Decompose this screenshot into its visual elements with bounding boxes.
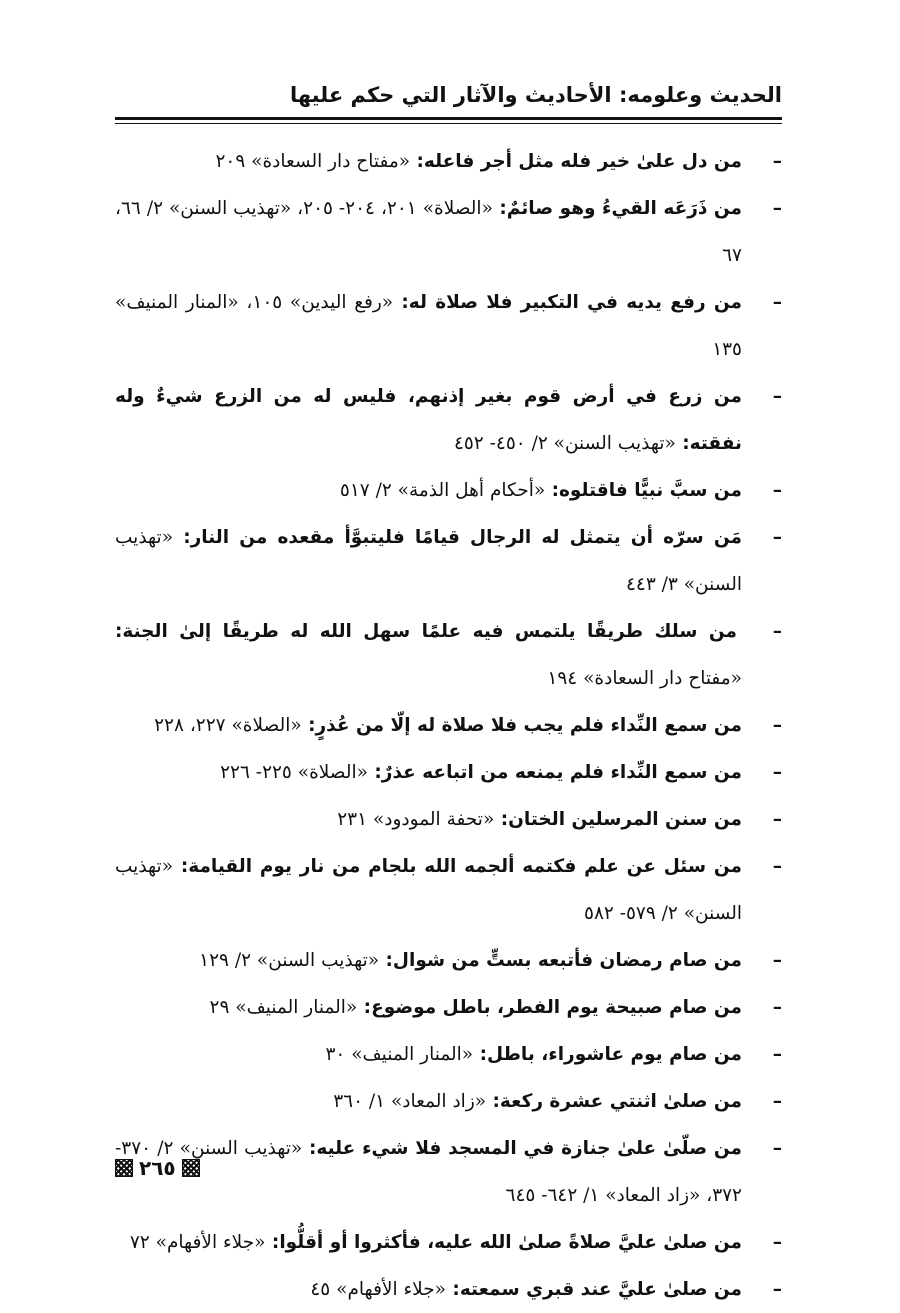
source-reference: «جلاء الأفهام» ٧٢ [129, 1232, 266, 1253]
list-item [115, 749, 782, 796]
source-reference: «تهذيب السنن» ٢/ ٣٧٠- ٣٧٢، «زاد المعاد» ١/ ٦٤٢- ٦٤٥ [115, 1138, 742, 1206]
list-item [115, 514, 782, 608]
hadith-text: من رفع يديه في التكبير فلا صلاة له: [393, 292, 742, 313]
list-item [115, 1031, 782, 1078]
dash-bullet-icon: – [772, 1044, 782, 1065]
dash-bullet-icon: – [772, 762, 782, 783]
source-reference: «تحفة المودود» ٢٣١ [337, 809, 495, 830]
dash-bullet-icon: – [772, 480, 782, 501]
source-reference: «مفتاح دار السعادة» ١٩٤ [547, 668, 742, 689]
source-reference: «الصلاة» ٢٢٥- ٢٢٦ [220, 762, 368, 783]
dash-bullet-icon: – [772, 1279, 782, 1300]
list-item [115, 843, 782, 937]
header-rule-thick [115, 117, 782, 120]
dash-bullet-icon: – [772, 1138, 782, 1159]
dash-bullet-icon: – [772, 198, 782, 219]
source-reference: «أحكام أهل الذمة» ٢/ ٥١٧ [339, 480, 546, 501]
source-reference: «رفع اليدين» ١٠٥، «المنار المنيف» ١٣٥ [115, 292, 742, 360]
hadith-text: من صلىٰ عليَّ صلاةً صلىٰ الله عليه، فأكثروا أو أقلُّوا: [265, 1232, 742, 1253]
dash-bullet-icon: – [772, 997, 782, 1018]
list-item [115, 138, 782, 185]
source-reference: «تهذيب السنن» ٢/ ١٢٩ [199, 950, 380, 971]
dash-bullet-icon: – [772, 1091, 782, 1112]
list-item [115, 796, 782, 843]
source-reference: «الصلاة» ٢٢٧، ٢٢٨ [154, 715, 302, 736]
hadith-text: من سلك طريقًا يلتمس فيه علمًا سهل الله له طريقًا إلىٰ الجنة: [115, 621, 738, 642]
source-reference: «مفتاح دار السعادة» ٢٠٩ [215, 151, 411, 172]
hadith-text: من سنن المرسلين الختان: [494, 809, 742, 830]
running-header [115, 78, 782, 112]
source-reference: «تهذيب السنن» ٢/ ٤٥٠- ٤٥٢ [453, 433, 676, 454]
list-item [115, 984, 782, 1031]
dash-bullet-icon: – [772, 621, 782, 642]
list-item [115, 279, 782, 373]
hadith-text: من زرع في أرض قوم بغير إذنهم، فليس له من الزرع شيءٌ وله نفقته: [115, 386, 742, 454]
hadith-text: من صام يوم عاشوراء، باطل: [473, 1044, 742, 1065]
hadith-text: من ذَرَعَه القيءُ وهو صائمٌ: [492, 198, 742, 219]
list-item [115, 467, 782, 514]
source-reference: «المنار المنيف» ٣٠ [325, 1044, 474, 1065]
hadith-text: من دل علىٰ خير فله مثل أجر فاعله: [410, 151, 742, 172]
hadith-text: من صام رمضان فأتبعه بستٍّ من شوال: [379, 950, 742, 971]
list-item [115, 608, 782, 702]
hadith-text: من صلىٰ اثنتي عشرة ركعة: [486, 1091, 742, 1112]
dash-bullet-icon: – [772, 386, 782, 407]
hadith-text: من سمع النِّداء فلم يمنعه من اتباعه عذرٌ: [367, 762, 742, 783]
source-reference: «جلاء الأفهام» ٤٥ [310, 1279, 446, 1300]
dash-bullet-icon: – [772, 1232, 782, 1253]
hadith-text: من سئل عن علم فكتمه ألجمه الله بلجام من نار يوم القيامة: [173, 856, 742, 877]
source-reference: «تهذيب السنن» ٣/ ٤٤٣ [115, 527, 742, 595]
dash-bullet-icon: – [772, 809, 782, 830]
hadith-text: من سبَّ نبيًّا فاقتلوه: [545, 480, 742, 501]
list-item [115, 373, 782, 467]
dash-bullet-icon: – [772, 856, 782, 877]
dash-bullet-icon: – [772, 715, 782, 736]
list-item [115, 937, 782, 984]
list-item [115, 1266, 782, 1313]
header-rule-thin [115, 123, 782, 124]
dash-bullet-icon: – [772, 950, 782, 971]
ornament-square-icon [182, 1159, 200, 1177]
source-reference: «المنار المنيف» ٢٩ [209, 997, 358, 1018]
page-number: ٢٦٥ [139, 1156, 176, 1180]
hadith-text: من صام صبيحة يوم الفطر، باطل موضوع: [357, 997, 742, 1018]
ornament-square-icon [115, 1159, 133, 1177]
list-item [115, 1125, 782, 1219]
list-item [115, 1078, 782, 1125]
hadith-text: من صلىٰ عليَّ عند قبري سمعته: [445, 1279, 742, 1300]
dash-bullet-icon: – [772, 151, 782, 172]
header-title: الحديث وعلومه: الأحاديث والآثار التي حكم عليها [289, 83, 782, 107]
page-footer [115, 1155, 200, 1181]
dash-bullet-icon: – [772, 527, 782, 548]
list-item [115, 185, 782, 279]
list-item [115, 702, 782, 749]
dash-bullet-icon: – [772, 292, 782, 313]
hadith-text: من صلّىٰ علىٰ جنازة في المسجد فلا شيء عليه: [302, 1138, 742, 1159]
source-reference: «الصلاة» ٢٠١، ٢٠٤- ٢٠٥، «تهذيب السنن» ٢/ ٦٦، ٦٧ [115, 198, 742, 266]
hadith-text: مَن سرّه أن يتمثل له الرجال قيامًا فليتبوَّأ مقعده من النار: [173, 527, 742, 548]
hadith-text: من سمع النِّداء فلم يجب فلا صلاة له إلّا من عُذرٍ: [301, 715, 742, 736]
hadith-index-list [115, 138, 782, 1313]
source-reference: «تهذيب السنن» ٢/ ٥٧٩- ٥٨٢ [115, 856, 742, 924]
list-item [115, 1219, 782, 1266]
source-reference: «زاد المعاد» ١/ ٣٦٠ [333, 1091, 487, 1112]
